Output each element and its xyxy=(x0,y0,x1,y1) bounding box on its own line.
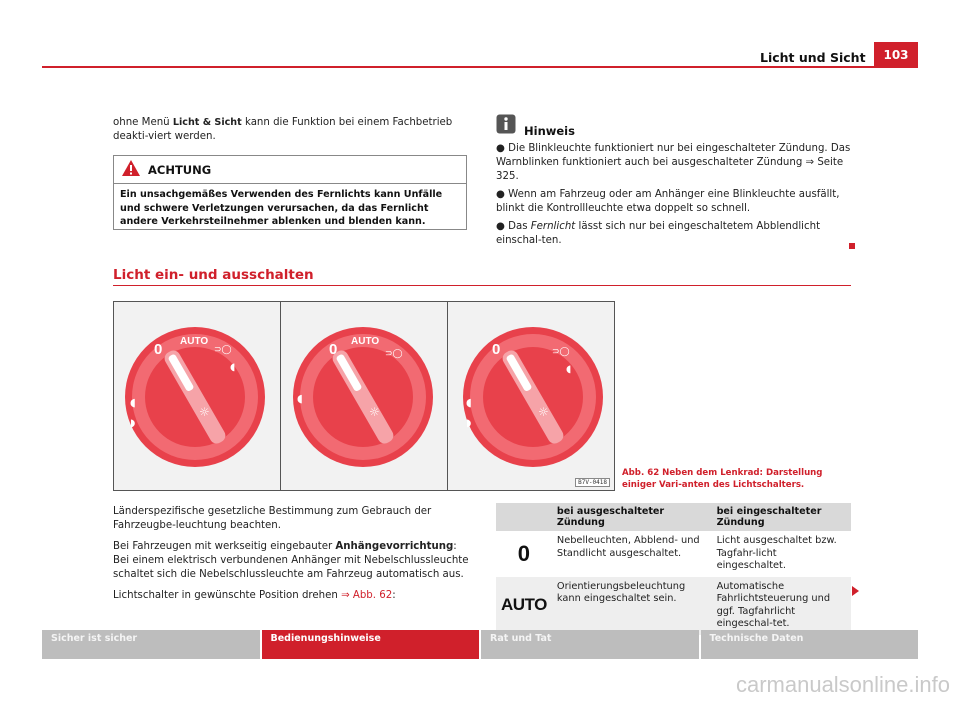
dial-position-zero: 0 xyxy=(492,341,501,358)
intro-paragraph xyxy=(113,116,469,144)
switch-symbol-auto: AUTO xyxy=(496,577,552,635)
note-item-emphasis: Fernlicht xyxy=(530,221,576,232)
figure-code: B7V-0418 xyxy=(575,478,610,487)
warning-triangle-icon xyxy=(121,159,141,181)
note-item-text-post: lässt sich nur bei eingeschaltetem Abblendlicht einschal-ten. xyxy=(496,221,821,246)
table-cell: Licht ausgeschaltet bzw. Tagfahr-licht eingeschaltet. xyxy=(712,531,851,577)
warning-text: Ein unsachgemäßes Verwenden des Fernlichts kann Unfälle und schwere Verletzungen verursachen, da das Fernlicht andere Verkehrsteilnehmer ablenken und blenden kann. xyxy=(120,189,443,227)
warning-title: ACHTUNG xyxy=(148,162,212,177)
svg-text:◗: ◗ xyxy=(466,418,472,429)
body-text xyxy=(113,505,471,610)
body-paragraph: Länderspezifische gesetzliche Bestimmung zum Gebrauch der Fahrzeugbe-leuchtung beachten. xyxy=(113,506,432,531)
body-text-pre: Bei Fahrzeugen mit werkseitig eingebauter xyxy=(113,541,336,552)
svg-text:◗: ◗ xyxy=(130,418,136,429)
table-header-cell xyxy=(496,503,552,531)
light-switch-dial-illustration xyxy=(114,302,277,491)
svg-text:⊃◯: ⊃◯ xyxy=(214,345,232,355)
watermark: carmanualsonline.info xyxy=(735,672,950,697)
tab-bedienungshinweise[interactable]: Bedienungshinweise xyxy=(262,630,480,659)
warning-box xyxy=(113,155,467,230)
tab-technische-daten[interactable]: Technische Daten xyxy=(701,630,919,659)
section-divider xyxy=(113,285,851,286)
table-header-row xyxy=(496,503,851,531)
info-icon xyxy=(496,114,516,138)
note-item-text: Wenn am Fahrzeug oder am Anhänger eine Blinkleuchte ausfällt, blinkt die Kontrollleuchte etwa doppelt so schnell. xyxy=(496,189,840,214)
dial-position-auto: AUTO xyxy=(351,336,380,347)
warning-header xyxy=(114,156,466,184)
body-text-bold: Anhängevorrichtung xyxy=(335,541,454,552)
svg-text:◖: ◖ xyxy=(566,364,572,375)
figure-light-switch xyxy=(113,301,615,491)
svg-text:⊃◯: ⊃◯ xyxy=(385,349,403,359)
chapter-tabs xyxy=(42,630,918,659)
note-item: ● Wenn am Fahrzeug oder am Anhänger eine Blinkleuchte ausfällt, blinkt die Kontrollleuchte etwa doppelt so schnell. xyxy=(496,189,840,214)
switch-symbol-zero: 0 xyxy=(496,531,552,577)
body-text-post: : Bei einem elektrisch verbundenen Anhänger mit Nebelschlussleuchte schaltet sich die Nebelschlussleuchte am Fahrzeug automatisch aus. xyxy=(113,541,469,580)
note-item-text: Die Blinkleuchte funktioniert nur bei eingeschalteter Zündung. Das Warnblinken funktioniert auch bei ausgeschalteter Zündung ⇒ Seite 325. xyxy=(496,143,851,182)
table-header-cell: bei eingeschalteter Zündung xyxy=(712,503,851,531)
note-header xyxy=(496,116,851,138)
header-divider xyxy=(42,66,918,68)
svg-text:◖: ◖ xyxy=(230,362,236,373)
continue-arrow-icon xyxy=(852,586,859,596)
note-end-marker xyxy=(849,243,855,249)
body-text-post: : xyxy=(392,590,396,601)
table-header-cell: bei ausgeschalteter Zündung xyxy=(552,503,712,531)
figure-reference-link[interactable]: ⇒ Abb. 62 xyxy=(341,590,393,601)
section-title: Licht ein- und ausschalten xyxy=(113,267,314,283)
tab-sicher-ist-sicher[interactable]: Sicher ist sicher xyxy=(42,630,260,659)
intro-text-pre: ohne Menü xyxy=(113,117,173,128)
figure-panel-1 xyxy=(114,302,281,490)
dial-position-auto: AUTO xyxy=(180,336,209,347)
tab-rat-und-tat[interactable]: Rat und Tat xyxy=(481,630,699,659)
svg-text:☼: ☼ xyxy=(538,405,549,419)
note-title: Hinweis xyxy=(524,124,575,138)
svg-text:◖: ◖ xyxy=(130,396,136,409)
menu-name: Licht & Sicht xyxy=(172,117,242,128)
svg-text:◖: ◖ xyxy=(466,396,472,409)
figure-panel-3 xyxy=(448,302,614,490)
note-item: ● Die Blinkleuchte funktioniert nur bei eingeschalteter Zündung. Das Warnblinken funktioniert auch bei ausgeschalteter Zündung ⇒ Seite 325. xyxy=(496,143,851,182)
svg-text:☼: ☼ xyxy=(199,405,210,419)
figure-caption: Abb. 62 Neben dem Lenkrad: Darstellung einiger Vari-anten des Lichtschalters. xyxy=(622,468,823,490)
switch-position-table xyxy=(496,503,851,635)
body-paragraph xyxy=(113,540,471,582)
body-paragraph xyxy=(113,589,471,603)
table-row xyxy=(496,577,851,635)
figure-panel-2 xyxy=(281,302,448,490)
table-row xyxy=(496,531,851,577)
dial-position-zero: 0 xyxy=(329,341,338,358)
note-block xyxy=(496,116,851,248)
dial-position-zero: 0 xyxy=(154,341,163,358)
note-item: ● Das Fernlicht lässt sich nur bei eingeschaltetem Abblendlicht einschal-ten. xyxy=(496,221,821,246)
light-switch-dial-illustration xyxy=(448,302,611,491)
page-header-title: Licht und Sicht xyxy=(760,50,866,65)
svg-text:☼: ☼ xyxy=(369,405,380,419)
table-cell: Automatische Fahrlichtsteuerung und ggf. Tagfahrlicht eingeschal-tet. xyxy=(712,577,851,635)
svg-text:⊃◯: ⊃◯ xyxy=(552,347,570,357)
table-cell: Nebelleuchten, Abblend- und Standlicht ausgeschaltet. xyxy=(552,531,712,577)
light-switch-dial-illustration xyxy=(281,302,447,491)
body-text-pre: Lichtschalter in gewünschte Position drehen xyxy=(113,590,342,601)
table-cell: Orientierungsbeleuchtung kann eingeschaltet sein. xyxy=(552,577,712,635)
note-item-text-pre: Das xyxy=(508,221,531,232)
intro-text-post: kann die Funktion bei einem Fachbetrieb deakti-viert werden. xyxy=(113,117,453,142)
page-number-badge: 103 xyxy=(874,42,918,68)
svg-text:◖: ◖ xyxy=(297,392,303,405)
